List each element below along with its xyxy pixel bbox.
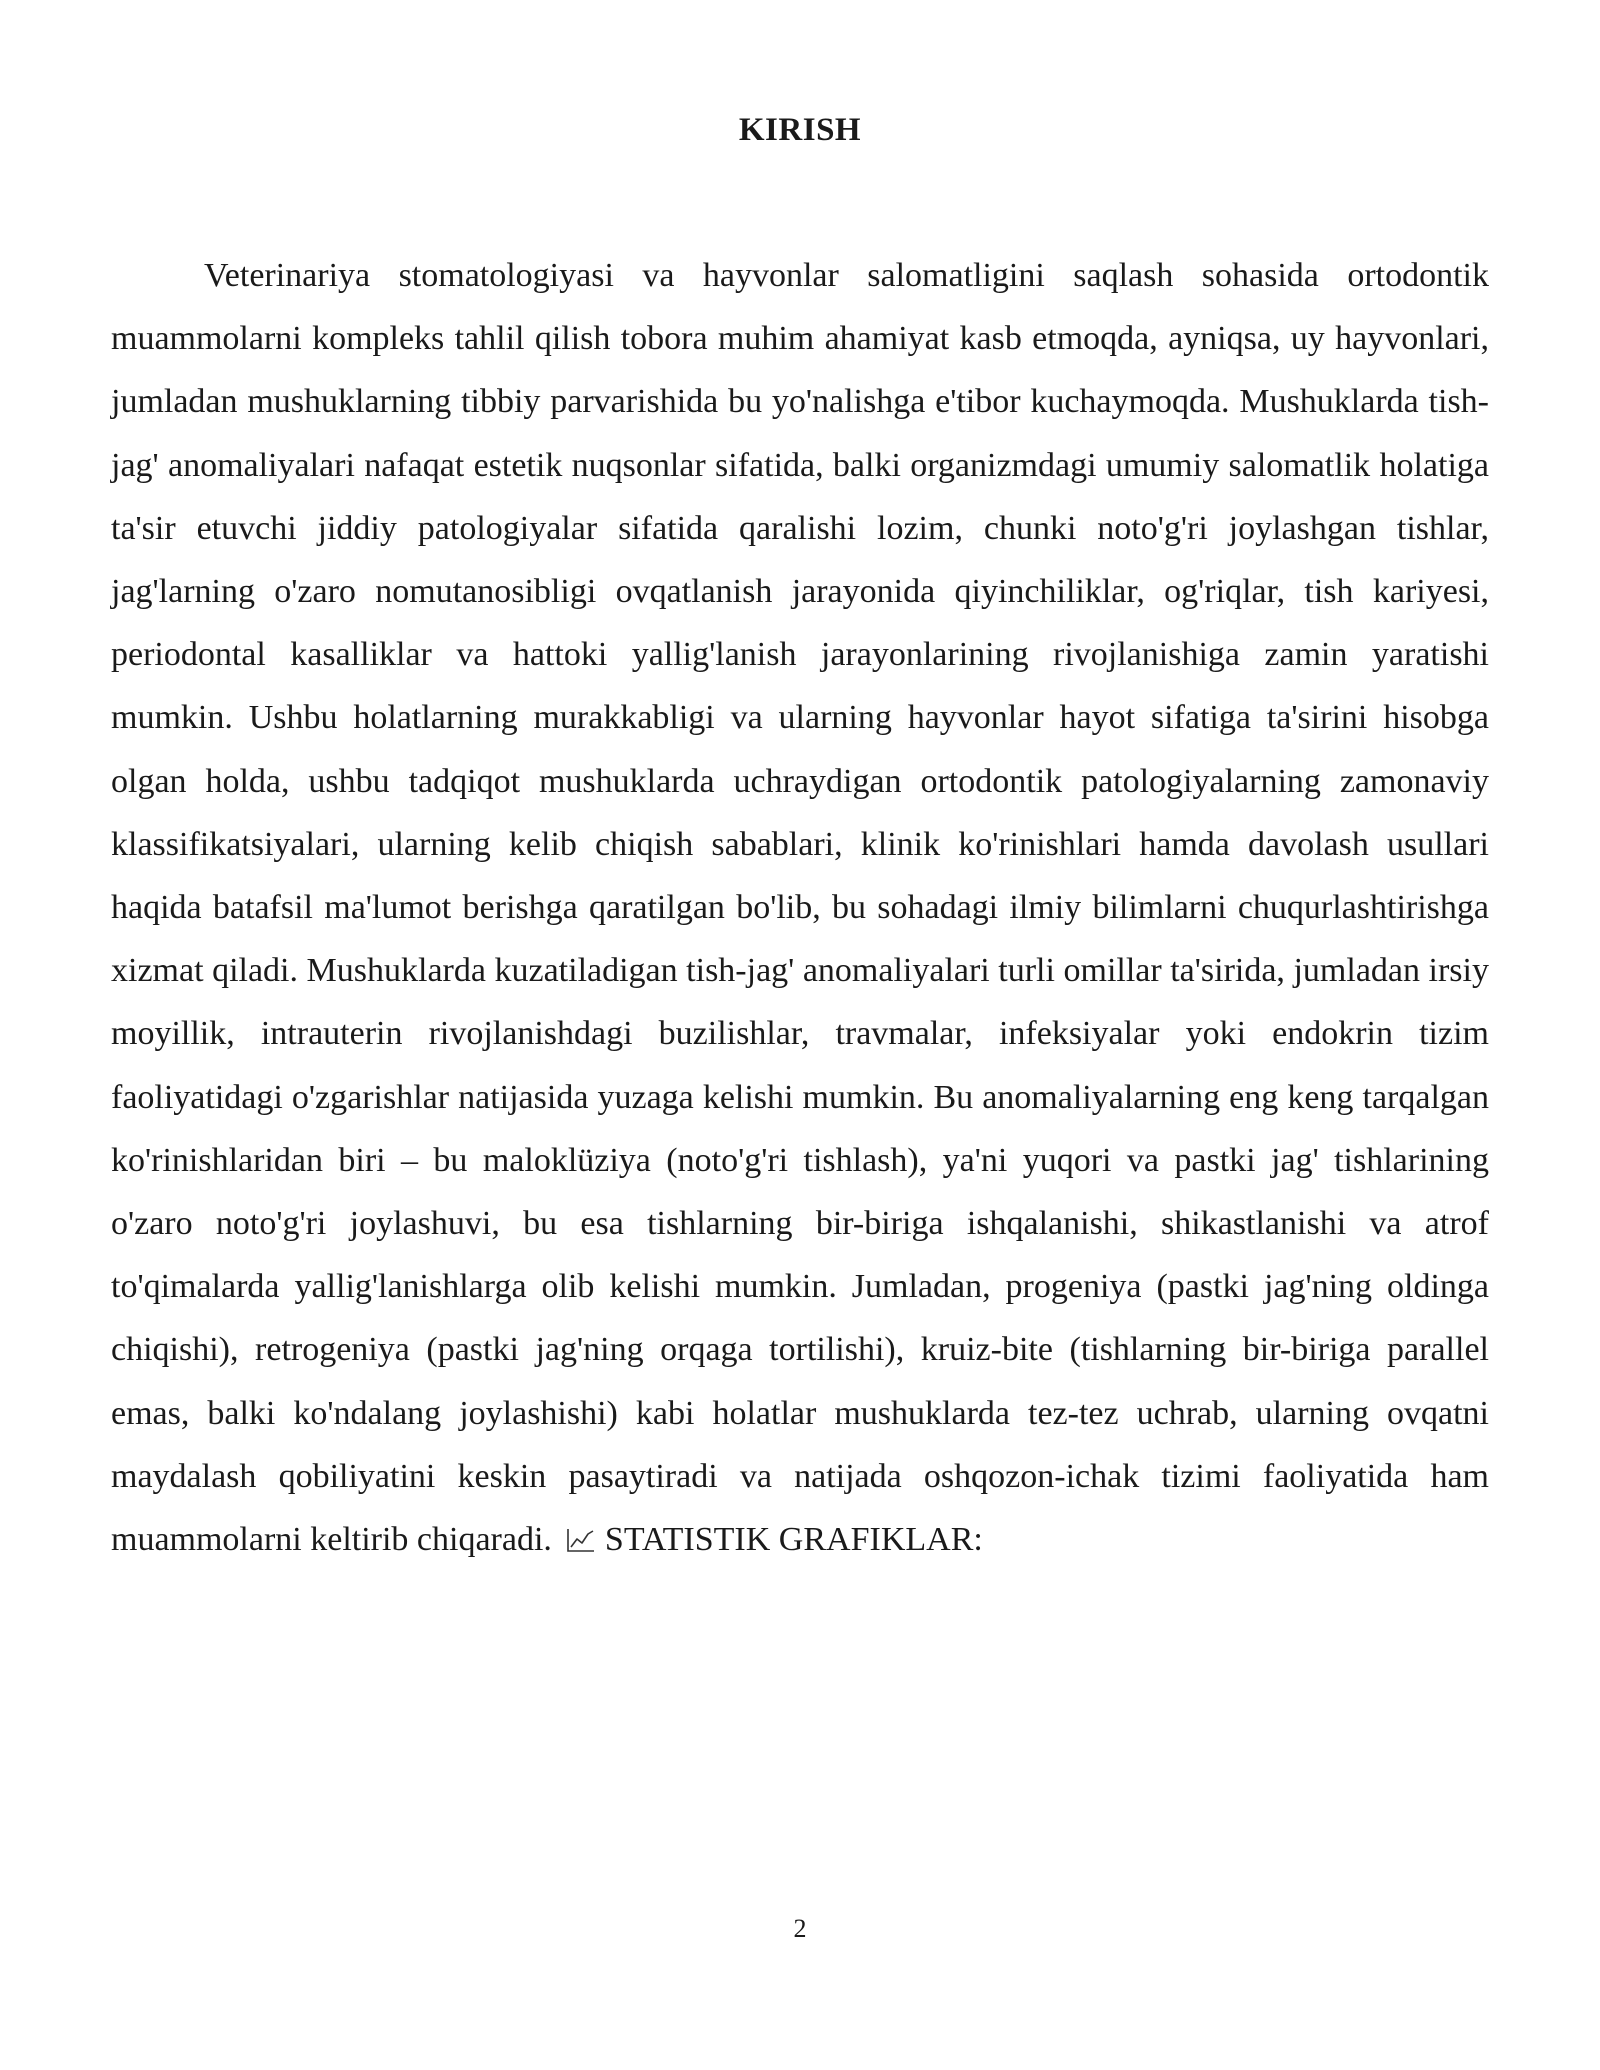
paragraph-text: Veterinariya stomatologiyasi va hayvonlar salomatligini saqlash sohasida ortodontik muammolarni kompleks tahlil qilish tobora muhim ahamiyat kasb etmoqda, ayniqsa, uy hayvonlari, jumladan mushuklarning tibbiy parvarishida bu yo'nalishga e'tibor kuchaymoqda. Mushuklarda tish-jag' anomaliyalari nafaqat estetik nuqsonlar sifatida, balki organizmdagi umumiy salomatlik holatiga ta'sir etuvchi jiddiy patologiyalar sifatida qaralishi lozim, chunki noto'g'ri joylashgan tishlar, jag'larning o'zaro nomutanosibligi ovqatlanish jarayonida qiyinchiliklar, og'riqlar, tish kariyesi, periodontal kasalliklar va hattoki yallig'lanish jarayonlarining rivojlanishiga zamin yaratishi mumkin. Ushbu holatlarning murakkabligi va ularning hayvonlar hayot sifatiga ta'sirini hisobga olgan holda, ushbu tadqiqot mushuklarda uchraydigan ortodontik patologiyalarning zamonaviy klassifikatsiyalari, ularning kelib chiqish sabablari, klinik ko'rinishlari hamda davolash usullari haqida batafsil ma'lumot berishga qaratilgan bo'lib, bu sohadagi ilmiy bilimlarni chuqurlashtirishga xizmat qiladi. Mushuklarda kuzatiladigan tish-jag' anomaliyalari turli omillar ta'sirida, jumladan irsiy moyillik, intrauterin rivojlanishdagi buzilishlar, travmalar, infeksiyalar yoki endokrin tizim faoliyatidagi o'zgarishlar natijasida yuzaga kelishi mumkin. Bu anomaliyalarning eng keng tarqalgan ko'rinishlaridan biri – bu maloklüziya (noto'g'ri tishlash), ya'ni yuqori va pastki jag' tishlarining o'zaro noto'g'ri joylashuvi, bu esa tishlarning bir-biriga ishqalanishi, shikastlanishi va atrof to'qimalarda yallig'lanishlarga olib kelishi mumkin. Jumladan, progeniya (pastki jag'ning oldinga chiqishi), retrogeniya (pastki jag'ning orqaga tortilishi), kruiz-bite (tishlarning bir-biriga parallel emas, balki ko'ndalang joylashishi) kabi holatlar mushuklarda tez-tez uchrab, ularning ovqatni maydalash qobiliyatini keskin pasaytiradi va natijada oshqozon-ichak tizimi faoliyatida ham muammolarni keltirib chiqaradi.: [111, 257, 1489, 1559]
body-paragraph: [111, 244, 1489, 1571]
chart-increasing-icon: [566, 1527, 596, 1553]
page-heading: KIRISH: [738, 112, 862, 148]
page-number: 2: [793, 1914, 807, 1943]
section-label: STATISTIK GRAFIKLAR:: [604, 1521, 983, 1559]
